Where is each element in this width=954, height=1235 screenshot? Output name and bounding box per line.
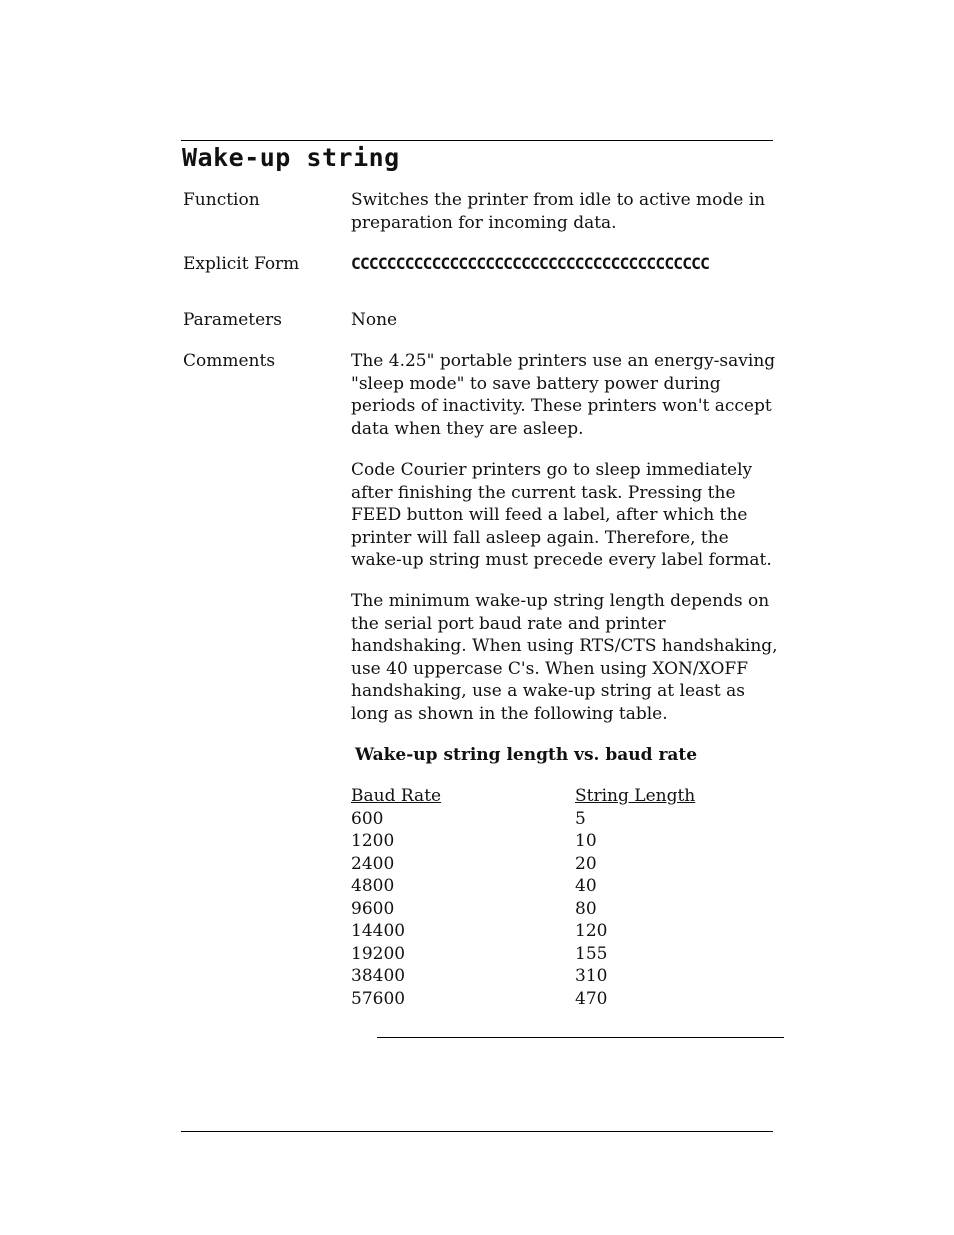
string-length-cell: 470 — [575, 988, 608, 1009]
function-text: Switches the printer from idle to active mode in preparation for incoming data. — [351, 190, 766, 233]
page-title: Wake-up string — [182, 143, 400, 172]
table-row — [351, 853, 775, 876]
table-header-string-length: String Length — [575, 786, 696, 806]
table-end-rule — [377, 1037, 784, 1038]
table-row — [351, 965, 775, 988]
baud-rate-cell: 38400 — [351, 966, 406, 986]
baud-rate-cell: 1200 — [351, 831, 395, 851]
bottom-rule — [181, 1131, 773, 1132]
string-length-cell: 120 — [575, 921, 608, 941]
baud-rate-table — [351, 785, 775, 1010]
string-length-cell: 155 — [575, 943, 608, 964]
comments-label: Comments — [183, 351, 276, 371]
comments-paragraph: The 4.25" portable printers use an energy-saving "sleep mode" to save battery power during periods of inactivity. These printers won't accept data when they are asleep. — [351, 351, 776, 439]
baud-rate-cell: 14400 — [351, 921, 406, 941]
comments-paragraph: The minimum wake-up string length depends on the serial port baud rate and printer handshaking. When using RTS/CTS handshaking, use 40 uppercase C's. When using XON/XOFF handshaking, use a wake-up string at least as long as shown in the following table. — [351, 591, 778, 724]
parameters-label: Parameters — [183, 310, 282, 330]
table-row — [351, 830, 775, 853]
table-row — [351, 808, 775, 831]
string-length-cell: 10 — [575, 831, 597, 851]
string-length-cell: 310 — [575, 966, 608, 986]
baud-rate-cell: 9600 — [351, 898, 395, 919]
baud-rate-cell: 4800 — [351, 876, 395, 896]
table-row — [351, 898, 775, 921]
table-header-row — [351, 785, 775, 808]
table-caption: Wake-up string length vs. baud rate — [355, 745, 698, 765]
baud-rate-cell: 600 — [351, 808, 384, 829]
table-row — [351, 943, 775, 966]
table-row — [351, 920, 775, 943]
explicit-form-label: Explicit Form — [183, 254, 300, 274]
string-length-cell: 20 — [575, 853, 597, 874]
string-length-cell: 40 — [575, 876, 597, 896]
baud-rate-cell: 2400 — [351, 853, 395, 874]
table-header-baud-rate: Baud Rate — [351, 786, 442, 806]
baud-rate-cell: 19200 — [351, 943, 406, 964]
string-length-cell: 5 — [575, 808, 586, 829]
comments-paragraph: Code Courier printers go to sleep immediately after finishing the current task. Pressing the FEED button will feed a label, after which the printer will fall asleep again. Therefore, the wake-up string must precede every label format. — [351, 460, 772, 570]
top-rule — [181, 140, 773, 141]
function-label: Function — [183, 190, 260, 210]
table-row — [351, 875, 775, 898]
parameters-text: None — [351, 310, 398, 330]
baud-rate-cell: 57600 — [351, 988, 406, 1009]
explicit-form-value: CCCCCCCCCCCCCCCCCCCCCCCCCCCCCCCCCCCCCCCC — [351, 254, 710, 273]
table-row — [351, 988, 775, 1011]
string-length-cell: 80 — [575, 898, 597, 919]
